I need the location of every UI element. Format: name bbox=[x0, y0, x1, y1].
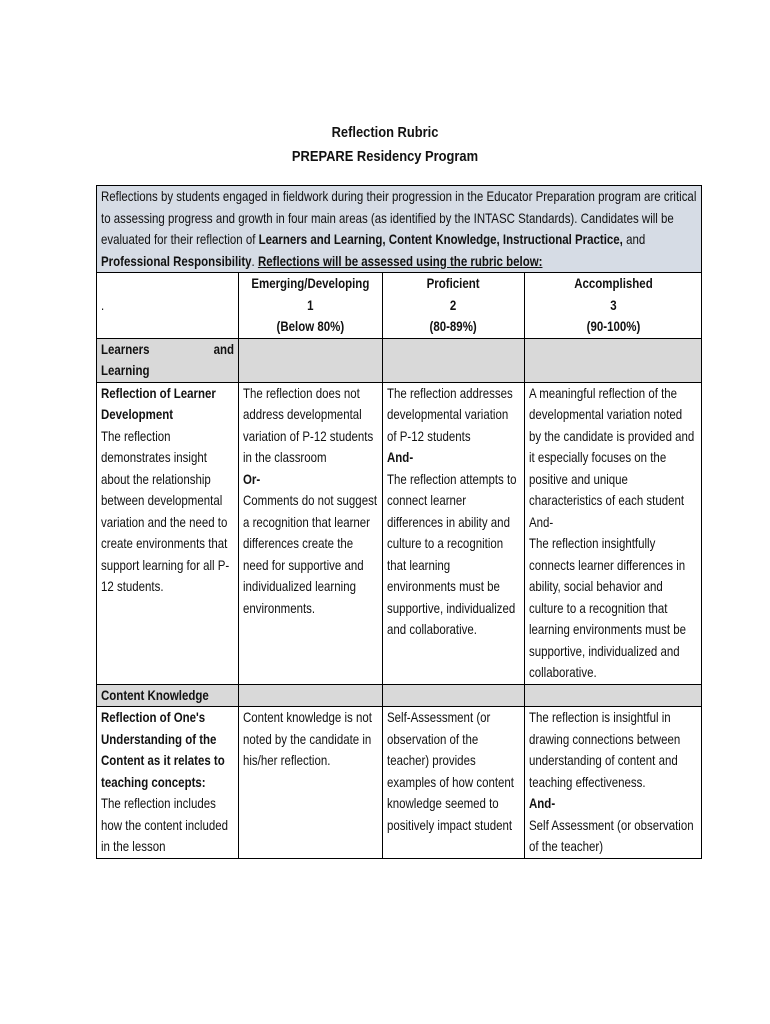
header-level-range: (90-100%) bbox=[586, 318, 640, 334]
descriptor-text: Comments do not suggest a recognition that learner differences create the need for supportive and individualized learning environments. bbox=[243, 492, 378, 616]
descriptor-text: The reflection insightfully connects learner differences in ability, social behavior and culture to a recognition that learning environments must be supportive, individualized and collaborative. bbox=[529, 535, 686, 680]
header-accomplished bbox=[525, 273, 702, 339]
section-heading-word: and bbox=[213, 340, 235, 357]
descriptor-text: The reflection attempts to connect learner differences in ability and culture to a recognition that learning environments must be supportive, individualized and collaborative. bbox=[387, 470, 517, 637]
descriptor-text: The reflection is insightful in drawing connections between understanding of content and teaching effectiveness. bbox=[529, 709, 681, 790]
header-level-name: Proficient bbox=[427, 275, 480, 291]
emerging-cell bbox=[239, 707, 383, 859]
section-empty-cell bbox=[239, 684, 383, 707]
header-corner bbox=[97, 273, 239, 339]
intro-row bbox=[97, 186, 702, 273]
criterion-text: The reflection demonstrates insight about the relationship between developmental variation and the need to create environments that support learning for all P-12 students. bbox=[101, 427, 230, 594]
header-emerging bbox=[239, 273, 383, 339]
header-corner-mark: . bbox=[101, 296, 105, 313]
intro-text-part: . bbox=[251, 252, 258, 269]
section-learners-row bbox=[97, 338, 702, 382]
document-subtitle: PREPARE Residency Program bbox=[291, 148, 479, 165]
header-level-score: 3 bbox=[609, 296, 617, 313]
header-level-score: 1 bbox=[307, 296, 314, 313]
connector-and: And- bbox=[387, 449, 414, 465]
header-level-name: Accomplished bbox=[573, 275, 653, 291]
document-title: Reflection Rubric bbox=[331, 124, 439, 141]
descriptor-text: Self-Assessment (or observation of the teacher) provides examples of how content knowledge seemed to positively impact student bbox=[387, 709, 514, 833]
intro-underlined-note: Reflections will be assessed using the rubric below: bbox=[257, 252, 543, 269]
criterion-content-row bbox=[97, 707, 702, 859]
intro-text bbox=[101, 186, 697, 272]
intro-text-part: and bbox=[622, 231, 646, 247]
section-empty-cell bbox=[383, 684, 525, 707]
criterion-learner-development-row bbox=[97, 382, 702, 684]
criterion-text: The reflection includes how the content included in the lesson bbox=[101, 795, 229, 854]
header-proficient bbox=[383, 273, 525, 339]
header-row bbox=[97, 273, 702, 339]
criterion-title: Reflection of Learner Development bbox=[101, 384, 216, 422]
descriptor-text: Self Assessment (or observation of the teacher) bbox=[529, 816, 694, 854]
intro-text-part: Reflections by students engaged in fieldwork during their progression in the Educator Preparation program are critical to assessing progress and growth in four main areas (as identified by the INTASC Standards). Candidates will be evaluated for their reflection of bbox=[101, 188, 697, 247]
section-content-row bbox=[97, 684, 702, 707]
section-heading-text: Content Knowledge bbox=[101, 686, 209, 703]
criterion-title: Reflection of One's Understanding of the Content as it relates to teaching concepts: bbox=[101, 709, 225, 790]
section-heading-word: Learners bbox=[101, 340, 150, 357]
title-block bbox=[0, 121, 770, 169]
descriptor-text: A meaningful reflection of the developmental variation noted by the candidate is provided and it especially focuses on the positive and unique characteristics of each student bbox=[529, 384, 695, 508]
accomplished-cell bbox=[525, 382, 702, 684]
section-empty-cell bbox=[525, 338, 702, 382]
accomplished-cell bbox=[525, 707, 702, 859]
header-level-name: Emerging/Developing bbox=[251, 275, 370, 291]
section-empty-cell bbox=[239, 338, 383, 382]
proficient-cell bbox=[383, 382, 525, 684]
criterion-description bbox=[97, 707, 239, 859]
connector-and: And- bbox=[529, 795, 556, 811]
header-level-score: 2 bbox=[450, 296, 457, 313]
descriptor-text: The reflection does not address developmental variation of P-12 students in the classroom bbox=[243, 384, 374, 465]
header-level-range: (80-89%) bbox=[429, 318, 478, 334]
intro-bold-areas: Learners and Learning, Content Knowledge, Instructional Practice, bbox=[258, 231, 623, 247]
section-heading-word: Learning bbox=[101, 362, 150, 378]
criterion-description bbox=[97, 382, 239, 684]
connector-and: And- bbox=[529, 513, 554, 530]
section-learners-heading bbox=[97, 338, 239, 382]
intro-bold-responsibility: Professional Responsibility bbox=[101, 252, 252, 269]
connector-or: Or- bbox=[243, 470, 261, 487]
section-content-heading bbox=[97, 684, 239, 707]
section-empty-cell bbox=[525, 684, 702, 707]
intro-cell bbox=[97, 186, 702, 273]
descriptor-text: The reflection addresses developmental variation of P-12 students bbox=[387, 384, 513, 444]
rubric-table bbox=[96, 185, 702, 859]
section-empty-cell bbox=[383, 338, 525, 382]
header-level-range: (Below 80%) bbox=[276, 318, 345, 334]
descriptor-text: Content knowledge is not noted by the candidate in his/her reflection. bbox=[243, 709, 372, 768]
proficient-cell bbox=[383, 707, 525, 859]
emerging-cell bbox=[239, 382, 383, 684]
